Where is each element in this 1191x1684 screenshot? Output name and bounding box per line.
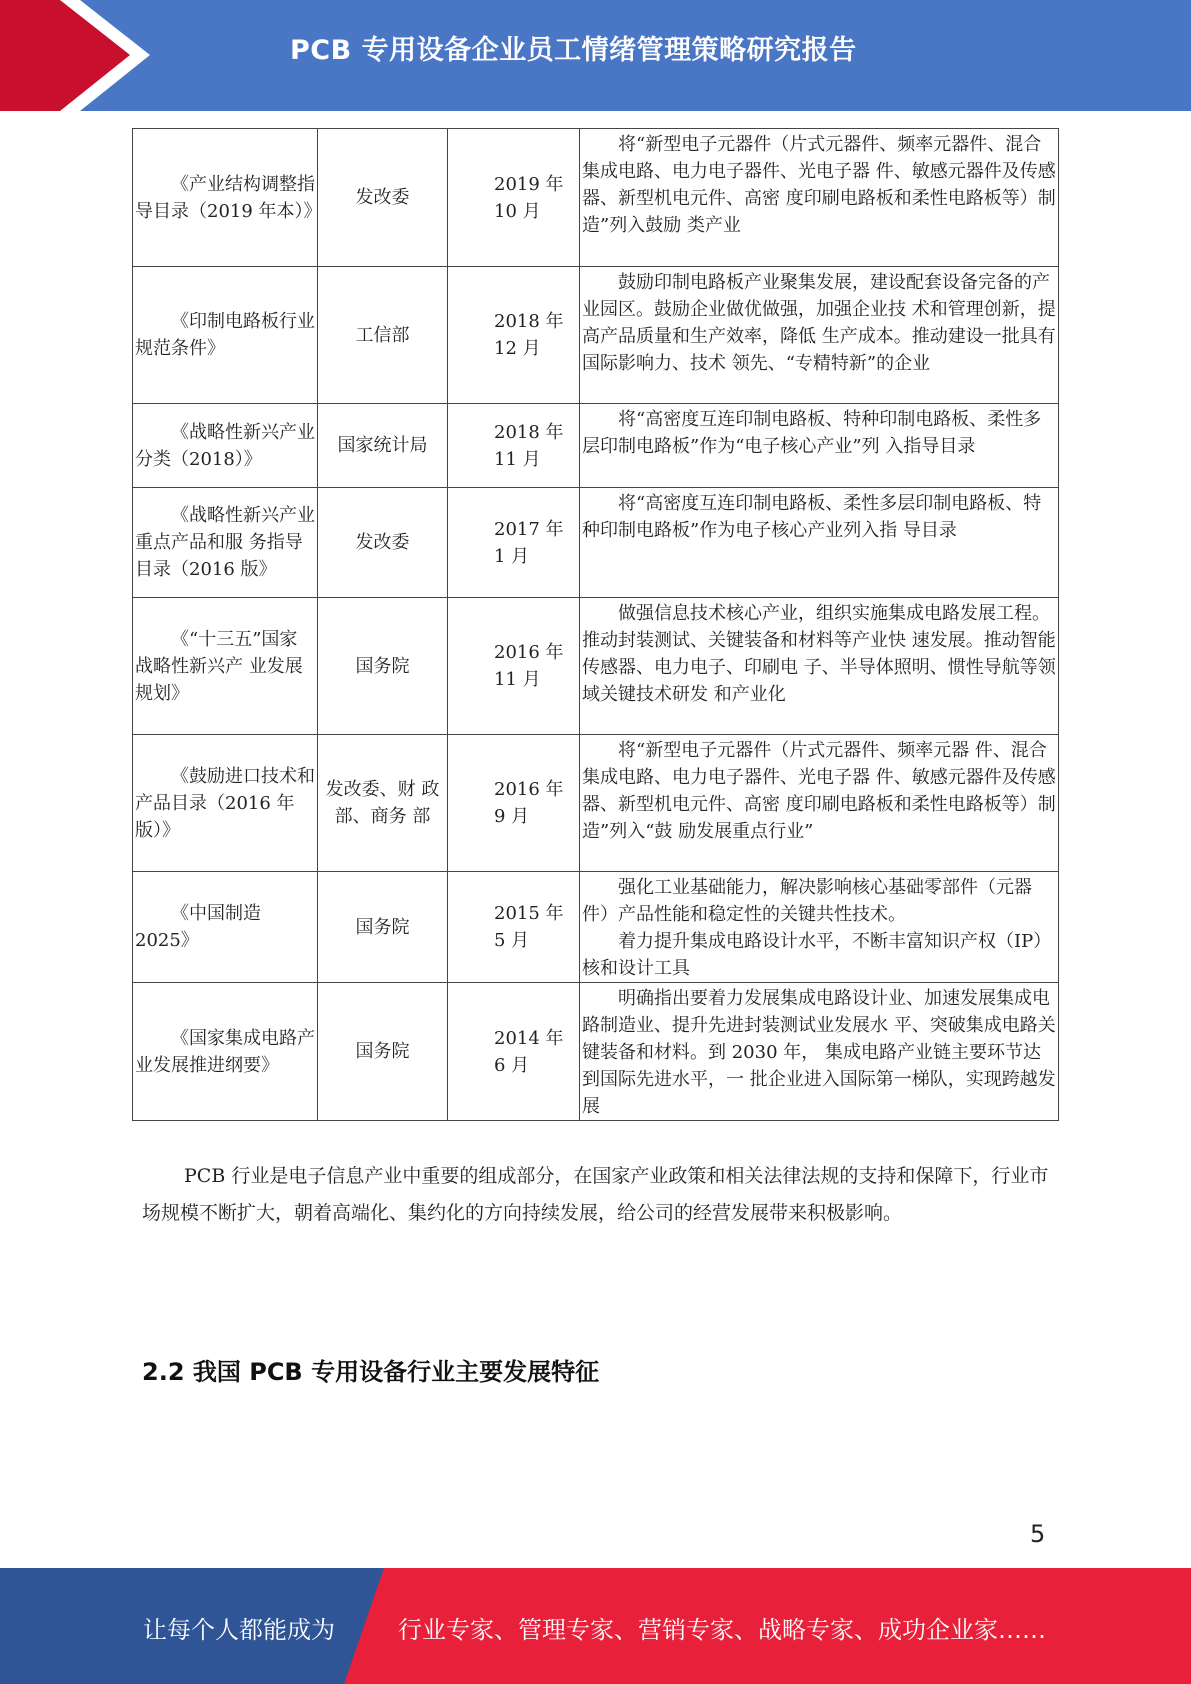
header-title: PCB 专用设备企业员工情绪管理策略研究报告 <box>290 35 857 66</box>
page-header <box>0 0 1191 111</box>
policy-content: 强化工业基础能力，解决影响核心基础零部件（元器件）产品性能和稳定性的关键共性技术。 着力提升集成电路设计水平，不断丰富知识产权（IP）核和设计工具 <box>580 872 1059 983</box>
page-number: 5 <box>1030 1520 1046 1548</box>
policy-name: 《鼓励进口技术和产品目录（2016 年版）》 <box>133 735 318 872</box>
policy-name: 《印制电路板行业规范条件》 <box>133 267 318 404</box>
policy-date: 2018 年 12 月 <box>448 267 580 404</box>
policy-department: 国家统计局 <box>318 404 448 488</box>
policy-date: 2015 年 5 月 <box>448 872 580 983</box>
table-row <box>133 983 1059 1121</box>
policy-table <box>132 128 1059 1121</box>
table-row <box>133 488 1059 598</box>
policy-name: 《产业结构调整指导目录（2019 年本）》 <box>133 129 318 267</box>
policy-department: 发改委 <box>318 488 448 598</box>
policy-content: 将“新型电子元器件（片式元器件、频率元器 件、混合集成电路、电力电子器件、光电子器 件、敏感元器件及传感器、新型机电元件、高密 度印刷电路板和柔性电路板等）制造”列入“鼓 励发展重点行业” <box>580 735 1059 872</box>
policy-date: 2014 年 6 月 <box>448 983 580 1121</box>
policy-content: 将“高密度互连印制电路板、特种印制电路板、柔性多层印制电路板”作为“电子核心产业”列 入指导目录 <box>580 404 1059 488</box>
policy-department: 国务院 <box>318 872 448 983</box>
policy-content: 将“新型电子元器件（片式元器件、频率元器件、混合集成电路、电力电子器件、光电子器 件、敏感元器件及传感器、新型机电元件、高密 度印刷电路板和柔性电路板等）制造”列入鼓励 类产业 <box>580 129 1059 267</box>
footer-slogan-left: 让每个人都能成为 <box>143 1616 335 1644</box>
policy-content: 明确指出要着力发展集成电路设计业、加速发展集成电路制造业、提升先进封装测试业发展水 平、突破集成电路关键装备和材料。到 2030 年， 集成电路产业链主要环节达到国际先进水平，一 批企业进入国际第一梯队，实现跨越发展 <box>580 983 1059 1121</box>
policy-date: 2016 年 9 月 <box>448 735 580 872</box>
policy-department: 工信部 <box>318 267 448 404</box>
policy-name: 《国家集成电路产业发展推进纲要》 <box>133 983 318 1121</box>
policy-department: 国务院 <box>318 598 448 735</box>
table-row <box>133 598 1059 735</box>
table-row <box>133 872 1059 983</box>
policy-department: 国务院 <box>318 983 448 1121</box>
table-row <box>133 267 1059 404</box>
table-row <box>133 404 1059 488</box>
policy-department: 发改委 <box>318 129 448 267</box>
policy-content: 将“高密度互连印制电路板、柔性多层印制电路板、特种印制电路板”作为电子核心产业列入指 导目录 <box>580 488 1059 598</box>
section-heading: 2.2 我国 PCB 专用设备行业主要发展特征 <box>142 1358 600 1386</box>
body-paragraph: PCB 行业是电子信息产业中重要的组成部分，在国家产业政策和相关法律法规的支持和保障下，行业市场规模不断扩大，朝着高端化、集约化的方向持续发展，给公司的经营发展带来积极影响。 <box>142 1165 1049 1224</box>
policy-name: 《战略性新兴产业重点产品和服 务指导目录（2016 版》 <box>133 488 318 598</box>
policy-content: 做强信息技术核心产业，组织实施集成电路发展工程。推动封装测试、关键装备和材料等产业快 速发展。推动智能传感器、电力电子、印刷电 子、半导体照明、惯性导航等领域关键技术研发 和产业化 <box>580 598 1059 735</box>
policy-name: 《战略性新兴产业分类（2018）》 <box>133 404 318 488</box>
policy-date: 2017 年 1 月 <box>448 488 580 598</box>
policy-name: 《“十三五”国家战略性新兴产 业发展规划》 <box>133 598 318 735</box>
page-footer <box>0 1568 1191 1684</box>
policy-name: 《中国制造 2025》 <box>133 872 318 983</box>
policy-department: 发改委、财 政部、商务 部 <box>318 735 448 872</box>
footer-slogan-right: 行业专家、管理专家、营销专家、战略专家、成功企业家…… <box>398 1616 1046 1644</box>
policy-date: 2019 年 10 月 <box>448 129 580 267</box>
policy-content: 鼓励印制电路板产业聚集发展，建设配套设备完备的产业园区。鼓励企业做优做强，加强企业技 术和管理创新，提高产品质量和生产效率，降低 生产成本。推动建设一批具有国际影响力、技术 领先、“专精特新”的企业 <box>580 267 1059 404</box>
policy-date: 2018 年 11 月 <box>448 404 580 488</box>
table-row <box>133 129 1059 267</box>
policy-date: 2016 年 11 月 <box>448 598 580 735</box>
table-row <box>133 735 1059 872</box>
